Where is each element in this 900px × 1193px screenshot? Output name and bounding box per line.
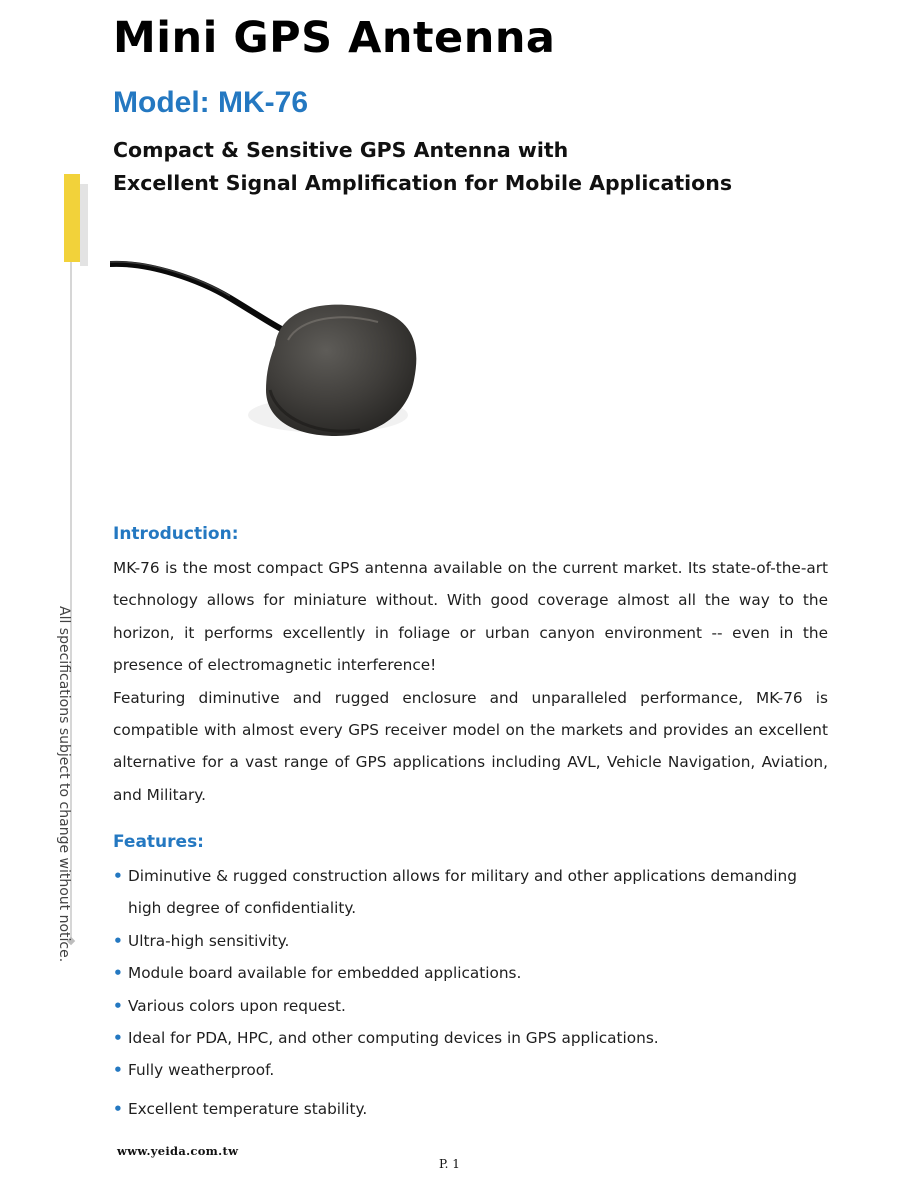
list-item [113,1022,833,1054]
side-disclaimer [52,606,72,963]
bullet-icon: • [113,1029,123,1048]
model-number: Model: MK-76 [113,86,308,119]
feature-text: Ultra-high sensitivity. [128,931,290,950]
introduction-paragraph: Featuring diminutive and rugged enclosure and unparalleled performance, MK-76 is compatible with almost every GPS receiver model on the markets and provides an excellent alternative for a vast range of GPS applications including AVL, Vehicle Navigation, Aviation, and Military. [113,688,828,804]
list-item [113,1093,833,1125]
side-disclaimer-text: All specifications subject to change without notice. [56,606,72,963]
side-yellow-bar [64,174,80,262]
feature-text: Ideal for PDA, HPC, and other computing devices in GPS applications. [128,1029,659,1048]
list-item [113,957,833,989]
subtitle-line: Compact & Sensitive GPS Antenna with [113,138,569,162]
document-subtitle [113,134,732,199]
feature-text: Excellent temperature stability. [128,1099,368,1118]
list-item [113,990,833,1022]
bullet-icon: • [113,1099,123,1118]
list-item [113,925,833,957]
list-item [113,860,833,925]
features-heading: Features: [113,832,204,852]
features-list [113,860,833,1125]
document-title: Mini GPS Antenna [113,13,556,63]
bullet-icon: • [113,1061,123,1080]
gps-antenna-photo [110,240,430,450]
feature-text: Diminutive & rugged construction allows for military and other applications demanding high degree of confidentiality. [128,867,797,918]
introduction-text [113,552,828,811]
bullet-icon: • [113,931,123,950]
bullet-icon: • [113,964,123,983]
feature-text: Module board available for embedded applications. [128,964,522,983]
bullet-icon: • [113,996,123,1015]
introduction-heading: Introduction: [113,524,239,544]
page-number: P. 1 [439,1157,460,1171]
subtitle-line: Excellent Signal Amplification for Mobile Applications [113,170,733,195]
feature-text: Various colors upon request. [128,996,346,1015]
side-bar-shadow [80,184,88,266]
feature-text: Fully weatherproof. [128,1061,275,1080]
footer-website-link[interactable]: www.yeida.com.tw [117,1144,239,1158]
introduction-paragraph: MK-76 is the most compact GPS antenna available on the current market. Its state-of-the-art technology allows for miniature without. With good coverage almost all the way to the horizon, it performs excellently in foliage or urban canyon environment -- even in the presence of electromagnetic interference! [113,559,828,675]
bullet-icon: • [113,867,123,885]
list-item [113,1054,833,1086]
